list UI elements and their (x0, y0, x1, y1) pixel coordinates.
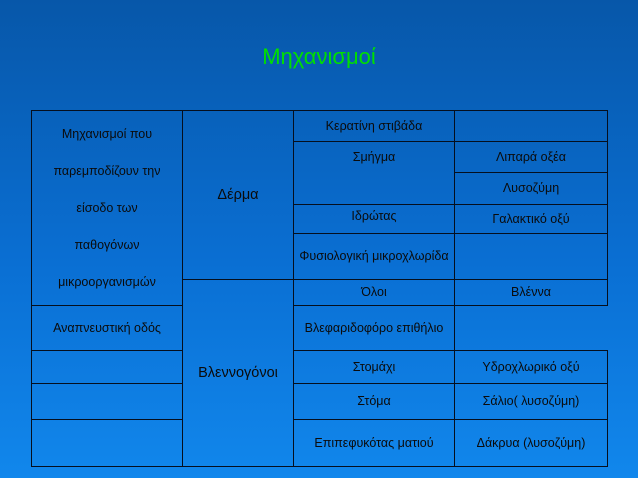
item-cell: Σμήγμα (294, 142, 455, 205)
detail-cell: Βλεφαριδοφόρο επιθήλιο (294, 306, 455, 351)
item-cell: Ιδρώτας (294, 205, 455, 234)
detail-cell: Γαλακτικό οξύ (455, 205, 608, 234)
detail-cell: Υδροχλωρικό οξύ (455, 351, 608, 384)
item-cell: Φυσιολογική μικροχλωρίδα (294, 234, 455, 280)
header-line: είσοδο των (76, 200, 138, 215)
detail-cell: Βλέννα (455, 280, 608, 306)
item-cell: Επιπεφυκότας ματιού (294, 420, 455, 467)
group-skin: Δέρμα (183, 111, 294, 280)
item-cell: Στομάχι (294, 351, 455, 384)
header-line: Μηχανισμοί που (61, 126, 153, 141)
detail-cell (455, 234, 608, 280)
group-mucosa: Βλεννογόνοι (183, 280, 294, 467)
item-cell: Αναπνευστική οδός (32, 306, 183, 351)
header-line: παρεμποδίζουν την (53, 163, 161, 178)
header-line: μικροοργανισμών (58, 274, 156, 289)
detail-cell (455, 111, 608, 142)
detail-cell: Σάλιο( λυσοζύμη) (455, 384, 608, 420)
item-cell: Κερατίνη στιβάδα (294, 111, 455, 142)
item-cell: Όλοι (294, 280, 455, 306)
detail-cell: Λιπαρά οξέα (455, 142, 608, 173)
mechanisms-table (31, 110, 608, 467)
mechanisms-header-cell (32, 111, 183, 306)
detail-cell: Δάκρυα (λυσοζύμη) (455, 420, 608, 467)
detail-cell: Λυσοζύμη (455, 173, 608, 205)
header-line: παθογόνων (74, 237, 140, 252)
item-cell: Στόμα (294, 384, 455, 420)
page-title: Μηχανισμοί (262, 44, 376, 69)
